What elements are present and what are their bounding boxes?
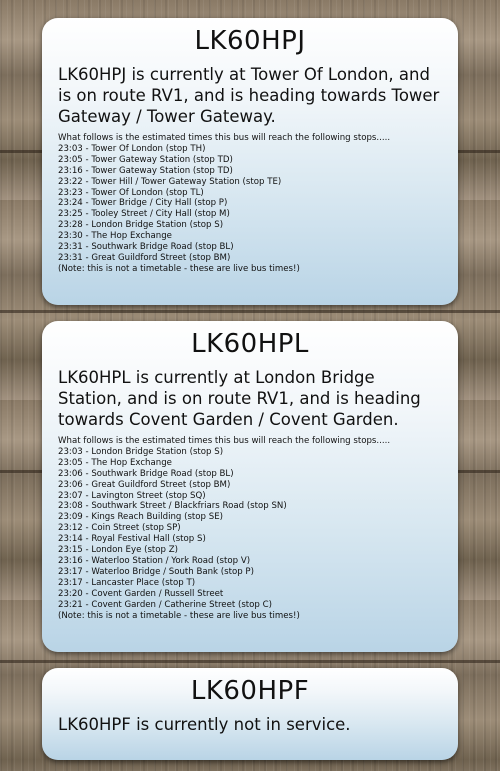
stop-time: 23:05 - The Hop Exchange: [58, 457, 172, 468]
stop-time: 23:16 - Tower Gateway Station (stop TD): [58, 165, 233, 176]
stop-time: 23:06 - Great Guildford Street (stop BM): [58, 479, 231, 490]
bus-registration: LK60HPF: [190, 676, 310, 706]
bus-status-summary: LK60HPJ is currently at Tower Of London, and is on route RV1, and is heading towards Tower Gateway / Tower Gateway.: [58, 65, 440, 126]
stop-time: 23:03 - Tower Of London (stop TH): [58, 143, 206, 154]
bus-registration: LK60HPL: [191, 329, 309, 359]
bus-registration: LK60HPJ: [194, 26, 306, 56]
stop-time: 23:24 - Tower Bridge / City Hall (stop P): [58, 198, 228, 209]
stop-time: 23:30 - The Hop Exchange: [58, 231, 172, 242]
stop-time: 23:23 - Tower Of London (stop TL): [58, 187, 204, 198]
stop-time: 23:22 - Tower Hill / Tower Gateway Station (stop TE): [58, 176, 282, 187]
stops-intro: What follows is the estimated times this bus will reach the following stops.....: [58, 133, 391, 143]
stop-time: 23:15 - London Eye (stop Z): [58, 545, 178, 556]
stop-times-list: [58, 144, 442, 264]
stop-time: 23:17 - Lancaster Place (stop T): [58, 577, 196, 588]
bus-card[interactable]: [42, 321, 458, 652]
bus-card[interactable]: [42, 18, 458, 305]
stop-time: 23:14 - Royal Festival Hall (stop S): [58, 534, 206, 545]
bus-status-summary: LK60HPL is currently at London Bridge Station, and is on route RV1, and is heading towards Covent Garden / Covent Garden.: [58, 368, 421, 429]
live-times-note: (Note: this is not a timetable - these are live bus times!): [58, 263, 300, 274]
stop-time: 23:21 - Covent Garden / Catherine Street (stop C): [58, 599, 272, 610]
live-times-note: (Note: this is not a timetable - these are live bus times!): [58, 610, 300, 621]
stop-time: 23:08 - Southwark Street / Blackfriars Road (stop SN): [58, 501, 287, 512]
stop-time: 23:09 - Kings Reach Building (stop SE): [58, 512, 223, 523]
stop-time: 23:31 - Great Guildford Street (stop BM): [58, 252, 231, 263]
bus-status-summary: LK60HPF is currently not in service.: [58, 715, 351, 734]
stop-time: 23:06 - Southwark Bridge Road (stop BL): [58, 468, 234, 479]
stop-time: 23:05 - Tower Gateway Station (stop TD): [58, 154, 233, 165]
stop-time: 23:12 - Coin Street (stop SP): [58, 523, 181, 534]
stop-time: 23:25 - Tooley Street / City Hall (stop M): [58, 209, 230, 220]
stop-time: 23:28 - London Bridge Station (stop S): [58, 220, 224, 231]
stop-time: 23:31 - Southwark Bridge Road (stop BL): [58, 242, 234, 253]
stops-intro: What follows is the estimated times this bus will reach the following stops.....: [58, 436, 391, 446]
stop-time: 23:20 - Covent Garden / Russell Street: [58, 588, 224, 599]
bus-card[interactable]: [42, 668, 458, 760]
stop-times-list: [58, 447, 442, 611]
stop-time: 23:17 - Waterloo Bridge / South Bank (stop P): [58, 566, 254, 577]
stop-time: 23:03 - London Bridge Station (stop S): [58, 446, 224, 457]
stop-time: 23:16 - Waterloo Station / York Road (stop V): [58, 555, 251, 566]
stop-time: 23:07 - Lavington Street (stop SQ): [58, 490, 206, 501]
